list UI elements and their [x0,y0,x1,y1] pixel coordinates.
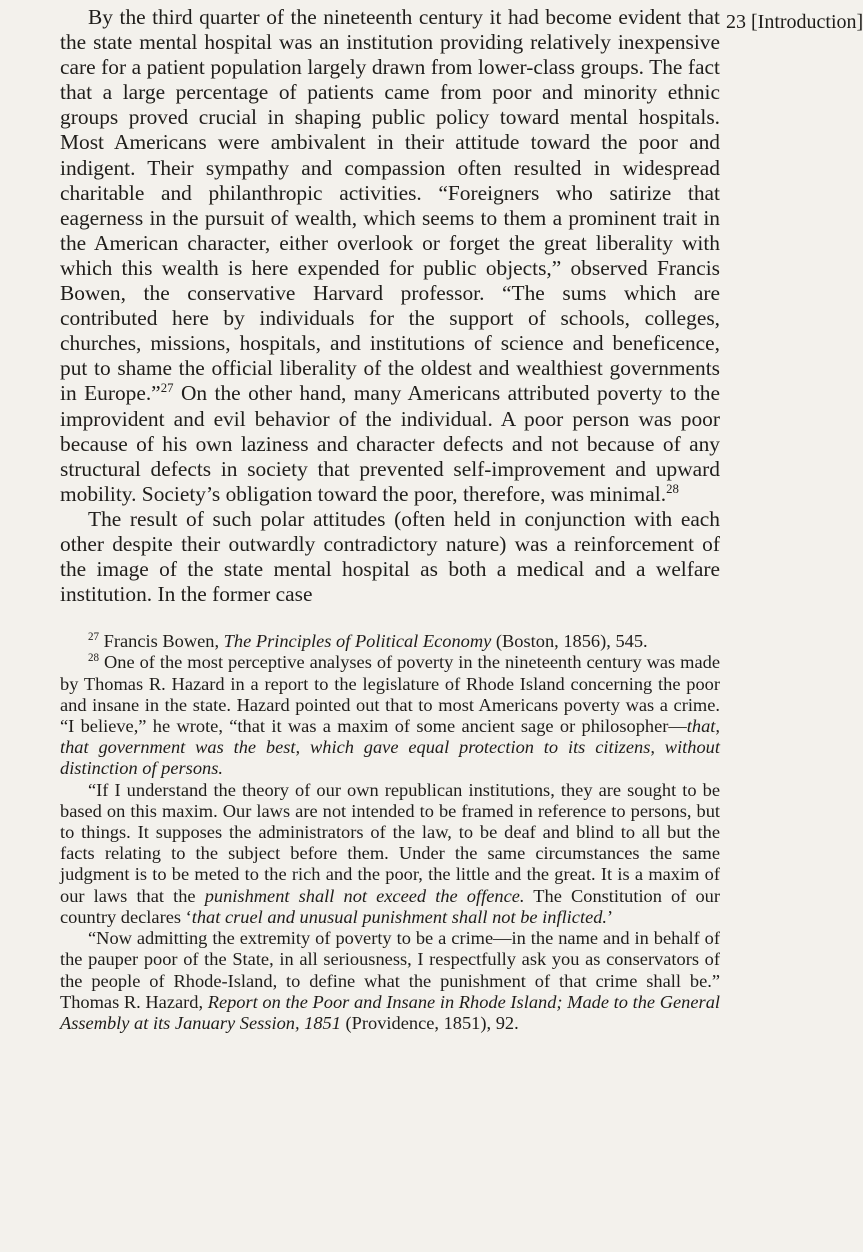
footnote-text: “If I understand the theory of our own republican institutions, they are sought to be based on this maxim. Our laws are not intended to be framed in reference to persons, but to things. It supposes the administrators of the law, to be deaf and blind to all but the facts relating to the subject before them. Under the same circumstances the same judgment is to be meted to the rich and the poor, the little and the great. It is a maxim of our laws that the [60,779,720,906]
page-number: 23 [726,11,746,33]
footnote-marker: 27 [88,631,100,644]
emphasis-text: punishment shall not exceed the offence. [204,885,525,906]
footnote-28-continued [60,928,720,1034]
main-column [60,5,720,1034]
footnote-marker: 28 [88,652,100,665]
footnote-28 [60,652,720,779]
footnote-text: (Providence, 1851), 92. [340,1012,519,1033]
quoted-maxim: that, that government was the best, which gave equal protection to its citizens, without distinction of persons. [60,716,720,779]
section-title: [Introduction] [751,11,863,33]
emphasis-text: that cruel and unusual punishment shall not be inflicted. [191,906,608,927]
body-text-run: On the other hand, many Americans attributed poverty to the improvident and evil behavior of the individual. A poor person was poor because of his own laziness and character defects and not because of any structural defects in society that prevented self-improvement and upward mobility. Society’s obligation toward the poor, therefore, was minimal. [60,381,720,506]
running-header [726,9,863,35]
footnote-28-continued [60,780,720,928]
footnote-ref: 28 [666,481,679,496]
body-text [60,5,720,607]
footnotes [60,631,720,1034]
footnote-text: One of the most perceptive analyses of poverty in the nineteenth century was made by Thomas R. Hazard in a report to the legislature of Rhode Island concerning the poor and insane in the state. Hazard pointed out that to most Americans poverty was a crime. “I believe,” he wrote, “that it was a maxim of some ancient sage or philosopher— [60,652,720,737]
footnote-text: (Boston, 1856), 545. [491,631,648,652]
report-title: Report on the Poor and Insane in Rhode Island; Made to the General Assembly at its January Session, 1851 [60,991,720,1033]
footnote-ref: 27 [160,381,174,396]
body-text-run: By the third quarter of the nineteenth century it had become evident that the state mental hospital was an institution providing relatively inexpensive care for a patient population largely drawn from lower-class groups. The fact that a large percentage of patients came from poor and minority ethnic groups proved crucial in shaping public policy toward mental hospitals. Most Americans were ambivalent in their attitude toward the poor and indigent. Their sympathy and compassion often resulted in widespread charitable and philanthropic activities. “Foreigners who satirize that eagerness in the pursuit of wealth, which seems to them a prominent trait in the American character, either overlook or forget the great liberality with which this wealth is here expended for public objects,” observed Francis Bowen, the conservative Harvard professor. “The sums which are contributed here by individuals for the support of schools, colleges, churches, missions, hospitals, and institutions of science and beneficence, put to shame the official liberality of the oldest and wealthiest governments in Europe.” [60,5,720,406]
book-title: The Principles of Political Economy [223,631,492,652]
footnote-text: “Now admitting the extremity of poverty to be a crime—in the name and in behalf of the pauper poor of the State, in all seriousness, I respectfully ask you as conservators of the people of Rhode-Island, to define what the punishment of that crime shall be.” Thomas R. Hazard, [60,928,720,1012]
body-paragraph [60,5,720,507]
footnote-text: The Constitution of our country declares ‘ [60,885,720,927]
footnote-text: ’ [607,906,614,927]
body-paragraph: The result of such polar attitudes (often held in conjunction with each other despite their outwardly contradictory nature) was a reinforcement of the image of the state mental hospital as both a medical and a welfare institution. In the former case [60,506,720,607]
footnote-27 [60,631,720,652]
footnote-text: Francis Bowen, [99,631,224,652]
